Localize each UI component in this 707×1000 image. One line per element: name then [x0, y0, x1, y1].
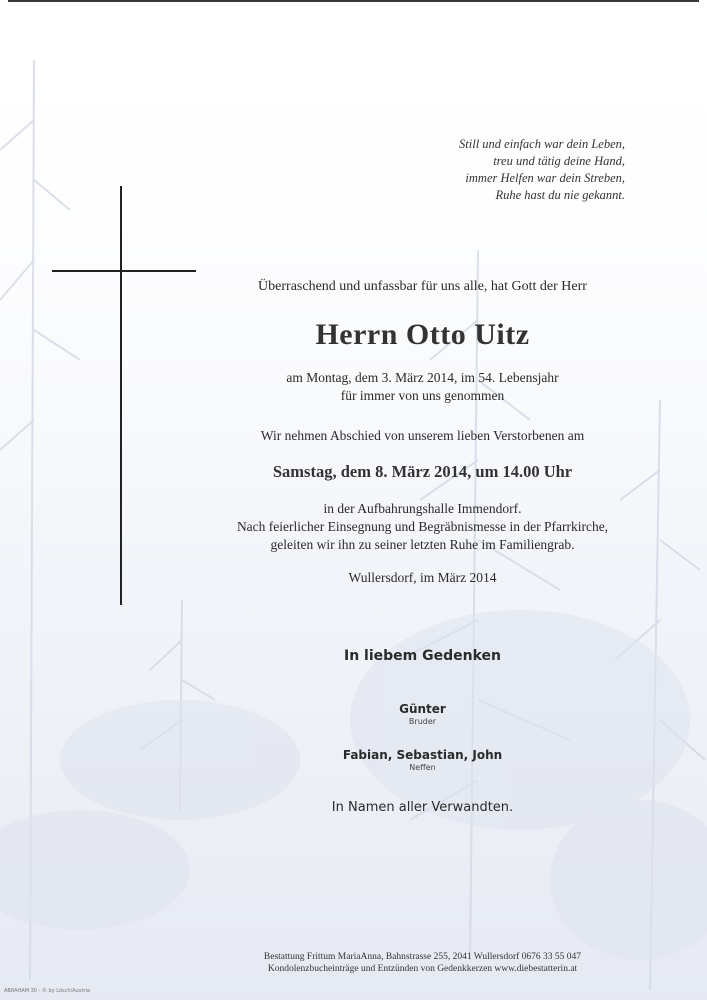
cross-icon	[120, 186, 122, 605]
ceremony-date: Samstag, dem 8. März 2014, um 14.00 Uhr	[272, 462, 573, 481]
poem-line: treu und tätig deine Hand,	[493, 154, 625, 168]
death-date-block	[200, 369, 645, 405]
mourner-relation: Bruder	[408, 717, 437, 726]
cross-icon-beam	[52, 270, 196, 272]
footer-address: Bestattung Frittum MariaAnna, Bahnstrasse 255, 2041 Wullersdorf 0676 33 55 047	[263, 952, 582, 962]
print-mark: ABRAHAM 30 - © by Lösch/Austria	[4, 988, 90, 994]
location-line: in der Aufbahrungshalle Immendorf.	[323, 501, 522, 516]
memorial-poem	[459, 136, 625, 204]
mourner-relation: Neffen	[409, 763, 436, 772]
date-line: am Montag, dem 3. März 2014, im 54. Lebensjahr	[286, 370, 559, 385]
mourner-name: Günter	[399, 702, 446, 716]
mourner-entry	[200, 748, 645, 772]
footer-website: Kondolenzbucheinträge und Entzünden von Gedenkkerzen www.diebestatterin.at	[267, 964, 578, 974]
place-and-date: Wullersdorf, im März 2014	[348, 570, 497, 585]
poem-line: immer Helfen war dein Streben,	[465, 171, 625, 185]
closing-line: In Namen aller Verwandten.	[331, 800, 514, 815]
location-line: Nach feierlicher Einsegnung und Begräbnismesse in der Pfarrkirche,	[236, 519, 609, 534]
mourners-heading: In liebem Gedenken	[344, 648, 501, 664]
farewell-text: Wir nehmen Abschied von unserem lieben Verstorbenen am	[260, 428, 585, 443]
intro-text: Überraschend und unfassbar für uns alle, hat Gott der Herr	[258, 279, 587, 294]
poem-line: Ruhe hast du nie gekannt.	[495, 188, 625, 202]
mourner-entry	[200, 702, 645, 726]
poem-line: Still und einfach war dein Leben,	[459, 137, 625, 151]
ceremony-location	[200, 500, 645, 554]
deceased-name: Herrn Otto Uitz	[315, 318, 530, 351]
date-line: für immer von uns genommen	[340, 388, 505, 403]
location-line: geleiten wir ihn zu seiner letzten Ruhe im Familiengrab.	[270, 537, 575, 552]
funeral-home-footer	[200, 951, 645, 975]
mourner-name: Fabian, Sebastian, John	[342, 748, 503, 762]
